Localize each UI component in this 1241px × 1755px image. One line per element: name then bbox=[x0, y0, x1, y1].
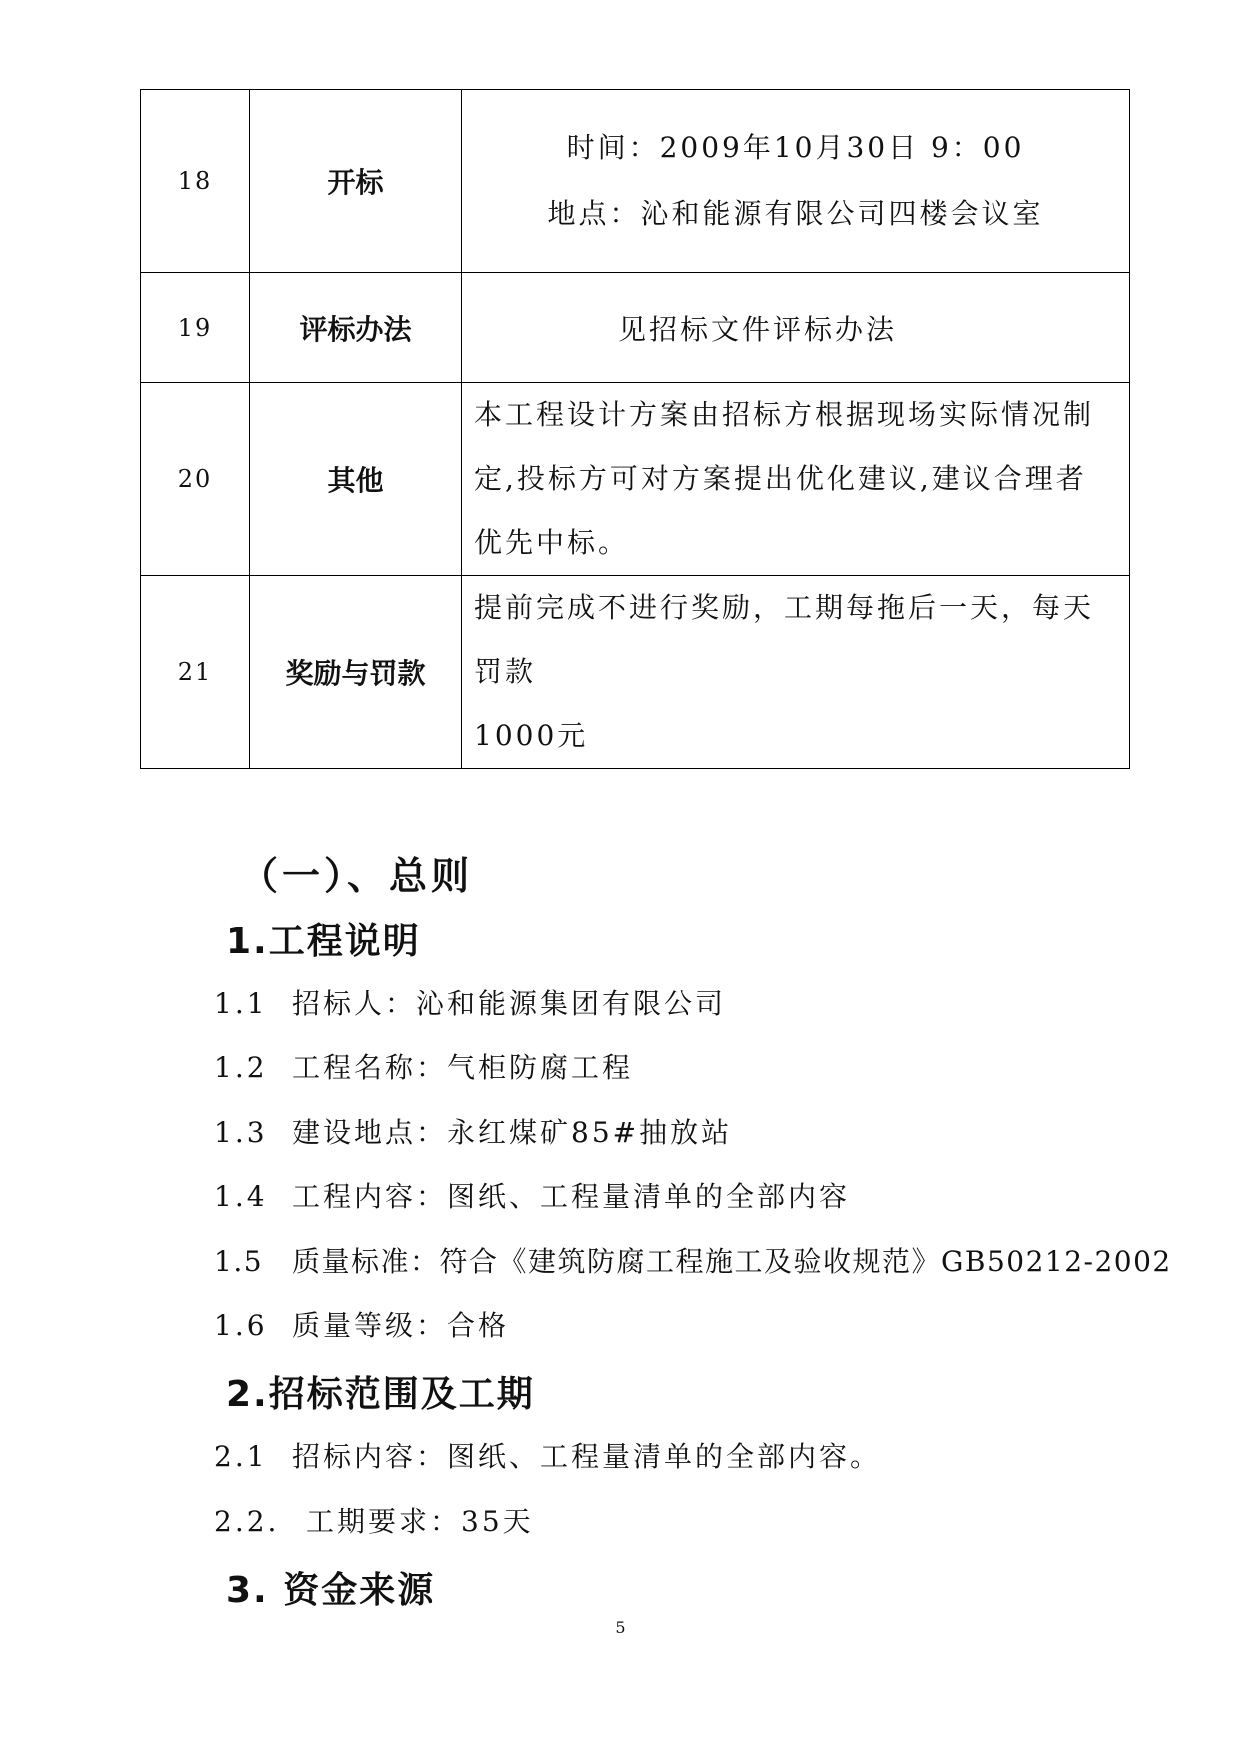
content-line: 见招标文件评标办法 bbox=[618, 312, 898, 346]
section-heading: （一）、总则 bbox=[240, 854, 474, 898]
clause-number: 1.2 bbox=[214, 1051, 268, 1084]
content-line: 优先中标。 bbox=[474, 526, 630, 559]
row-item: 评标办法 bbox=[250, 273, 462, 383]
clause-number: 1.6 bbox=[214, 1309, 268, 1342]
clause-text: 招标内容：图纸、工程量清单的全部内容。 bbox=[292, 1440, 882, 1473]
row-number: 19 bbox=[141, 273, 250, 383]
row-content bbox=[462, 576, 1130, 769]
heading-funding-source: 3. 资金来源 bbox=[226, 1570, 436, 1611]
clause-1-4 bbox=[214, 1175, 850, 1215]
clause-2-2 bbox=[214, 1500, 534, 1540]
row-number: 21 bbox=[141, 576, 250, 769]
clause-text: 建设地点：永红煤矿85#抽放站 bbox=[292, 1116, 733, 1149]
row-content bbox=[462, 90, 1130, 273]
clause-text: 工程内容：图纸、工程量清单的全部内容 bbox=[292, 1180, 851, 1213]
clause-1-2 bbox=[214, 1046, 633, 1086]
row-number: 20 bbox=[141, 383, 250, 576]
clause-number: 2.1 bbox=[214, 1440, 268, 1473]
content-line: 1000元 bbox=[474, 719, 589, 752]
table-row bbox=[141, 576, 1130, 769]
table-row bbox=[141, 273, 1130, 383]
bid-info-table bbox=[140, 89, 1130, 769]
clause-1-3 bbox=[214, 1111, 732, 1151]
content-line: 定,投标方可对方案提出优化建议,建议合理者 bbox=[474, 462, 1087, 495]
page-number: 5 bbox=[615, 1618, 626, 1637]
clause-text: 工程名称：气柜防腐工程 bbox=[292, 1051, 634, 1084]
clause-1-5 bbox=[214, 1240, 1172, 1280]
clause-number: 2.2. bbox=[214, 1505, 280, 1538]
clause-1-1 bbox=[214, 982, 726, 1022]
clause-text: 工期要求：35天 bbox=[306, 1505, 534, 1538]
table-row bbox=[141, 383, 1130, 576]
clause-text: 质量标准：符合《建筑防腐工程施工及验收规范》GB50212-2002 bbox=[292, 1245, 1172, 1278]
clause-2-1 bbox=[214, 1435, 881, 1475]
clause-number: 1.5 bbox=[214, 1245, 264, 1278]
heading-project-description: 1.工程说明 bbox=[226, 921, 421, 962]
row-number: 18 bbox=[141, 90, 250, 273]
row-content bbox=[462, 383, 1130, 576]
row-item: 开标 bbox=[250, 90, 462, 273]
table-row bbox=[141, 90, 1130, 273]
clause-text: 招标人：沁和能源集团有限公司 bbox=[292, 987, 727, 1020]
clause-1-6 bbox=[214, 1304, 509, 1344]
content-line: 本工程设计方案由招标方根据现场实际情况制 bbox=[474, 398, 1095, 431]
content-line: 时间：2009年10月30日 9：00 bbox=[566, 131, 1025, 164]
content-line: 提前完成不进行奖励，工期每拖后一天，每天罚款 bbox=[474, 591, 1095, 688]
clause-text: 质量等级：合格 bbox=[292, 1309, 510, 1342]
row-content bbox=[462, 273, 1130, 383]
heading-bid-scope: 2.招标范围及工期 bbox=[226, 1374, 535, 1415]
row-item: 其他 bbox=[250, 383, 462, 576]
clause-number: 1.3 bbox=[214, 1116, 268, 1149]
clause-number: 1.1 bbox=[214, 987, 268, 1020]
row-item: 奖励与罚款 bbox=[250, 576, 462, 769]
content-line: 地点：沁和能源有限公司四楼会议室 bbox=[547, 197, 1044, 230]
clause-number: 1.4 bbox=[214, 1180, 268, 1213]
